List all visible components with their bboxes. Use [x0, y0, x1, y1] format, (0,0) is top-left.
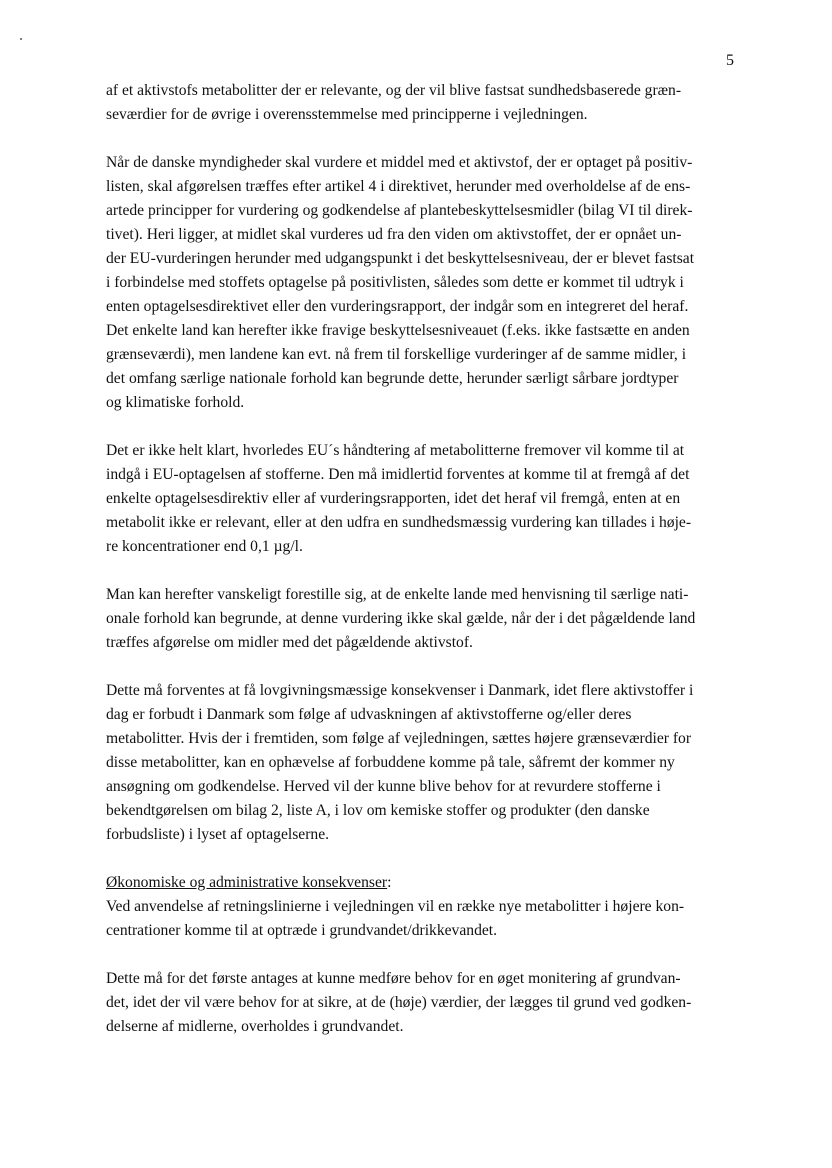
paragraph-2	[106, 151, 746, 415]
text-line: indgå i EU-optagelsen af stofferne. Den må imidlertid forventes at komme til at fremgå af det	[106, 466, 690, 483]
paragraph-5	[106, 679, 746, 847]
section-heading-line	[106, 871, 746, 895]
text-line: Ved anvendelse af retningslinierne i vejledningen vil en række nye metabolitter i højere kon-	[106, 898, 685, 915]
text-line: Dette må for det første antages at kunne medføre behov for en øget monitering af grundvan-	[106, 970, 681, 987]
text-line: og klimatiske forhold.	[106, 394, 245, 411]
text-line: metabolitter. Hvis der i fremtiden, som følge af vejledningen, sættes højere grænseværdier for	[106, 730, 692, 747]
text-line: enkelte optagelsesdirektiv eller af vurderingsrapporten, idet det heraf vil fremgå, enten at en	[106, 490, 681, 507]
text-line: i forbindelse med stoffets optagelse på positivlisten, således som dette er kommet til udtryk i	[106, 274, 684, 291]
text-line: re koncentrationer end 0,1 µg/l.	[106, 538, 303, 555]
text-line: metabolit ikke er relevant, eller at den udfra en sundhedsmæssig vurdering kan tillades i høje-	[106, 514, 692, 531]
text-line: listen, skal afgørelsen træffes efter artikel 4 i direktivet, herunder med overholdelse af de ens-	[106, 178, 691, 195]
text-line: af et aktivstofs metabolitter der er relevante, og der vil blive fastsat sundhedsbaserede græn-	[106, 82, 682, 99]
text-line: det, idet der vil være behov for at sikre, at de (høje) værdier, der lægges til grund ved godken-	[106, 994, 692, 1011]
section-heading-colon: :	[387, 874, 392, 891]
paragraph-3	[106, 439, 746, 559]
page-number: 5	[726, 52, 734, 69]
text-line: delserne af midlerne, overholdes i grundvandet.	[106, 1018, 404, 1035]
text-line: dag er forbudt i Danmark som følge af udvaskningen af aktivstofferne og/eller deres	[106, 706, 632, 723]
paragraph-6	[106, 871, 746, 943]
text-line: enten optagelsesdirektivet eller den vurderingsrapport, der indgår som en integreret del heraf.	[106, 298, 689, 315]
text-line: bekendtgørelsen om bilag 2, liste A, i lov om kemiske stoffer og produkter (den danske	[106, 802, 650, 819]
paragraph-7	[106, 967, 746, 1039]
text-line: træffes afgørelse om midler med det pågældende aktivstof.	[106, 634, 473, 651]
document-body	[106, 79, 746, 1063]
text-line: centrationer komme til at optræde i grundvandet/drikkevandet.	[106, 922, 498, 939]
text-line: det omfang særlige nationale forhold kan begrunde dette, herunder særligt sårbare jordtyper	[106, 370, 679, 387]
text-line: grænseværdi), men landene kan evt. nå frem til forskellige vurderinger af de samme midler, i	[106, 346, 687, 363]
text-line: onale forhold kan begrunde, at denne vurdering ikke skal gælde, når der i det pågældende land	[106, 610, 696, 627]
text-line: seværdier for de øvrige i overensstemmelse med principperne i vejledningen.	[106, 106, 588, 123]
text-line: Man kan herefter vanskeligt forestille sig, at de enkelte lande med henvisning til særlige nati-	[106, 586, 689, 603]
paragraph-1	[106, 79, 746, 127]
text-line: Det er ikke helt klart, hvorledes EU´s håndtering af metabolitterne fremover vil komme til at	[106, 442, 685, 459]
text-line: Når de danske myndigheder skal vurdere et middel med et aktivstof, der er optaget på positiv-	[106, 154, 693, 171]
text-line: forbudsliste) i lyset af optagelserne.	[106, 826, 330, 843]
text-line: ansøgning om godkendelse. Herved vil der kunne blive behov for at revurdere stofferne i	[106, 778, 661, 795]
text-line: Det enkelte land kan herefter ikke fravige beskyttelsesniveauet (f.eks. ikke fastsætte en anden	[106, 322, 690, 339]
text-line: Dette må forventes at få lovgivningsmæssige konsekvenser i Danmark, idet flere aktivstoffer i	[106, 682, 694, 699]
paragraph-4	[106, 583, 746, 655]
section-heading: Økonomiske og administrative konsekvenser	[106, 874, 388, 891]
text-line: tivet). Heri ligger, at midlet skal vurderes ud fra den viden om aktivstoffet, der er opnået un-	[106, 226, 682, 243]
text-line: artede principper for vurdering og godkendelse af plantebeskyttelsesmidler (bilag VI til direk-	[106, 202, 693, 219]
scan-speck	[20, 38, 22, 40]
text-line: der EU-vurderingen herunder med udgangspunkt i det beskyttelsesniveau, der er blevet fastsat	[106, 250, 695, 267]
text-line: disse metabolitter, kan en ophævelse af forbuddene komme på tale, såfremt der kommer ny	[106, 754, 675, 771]
